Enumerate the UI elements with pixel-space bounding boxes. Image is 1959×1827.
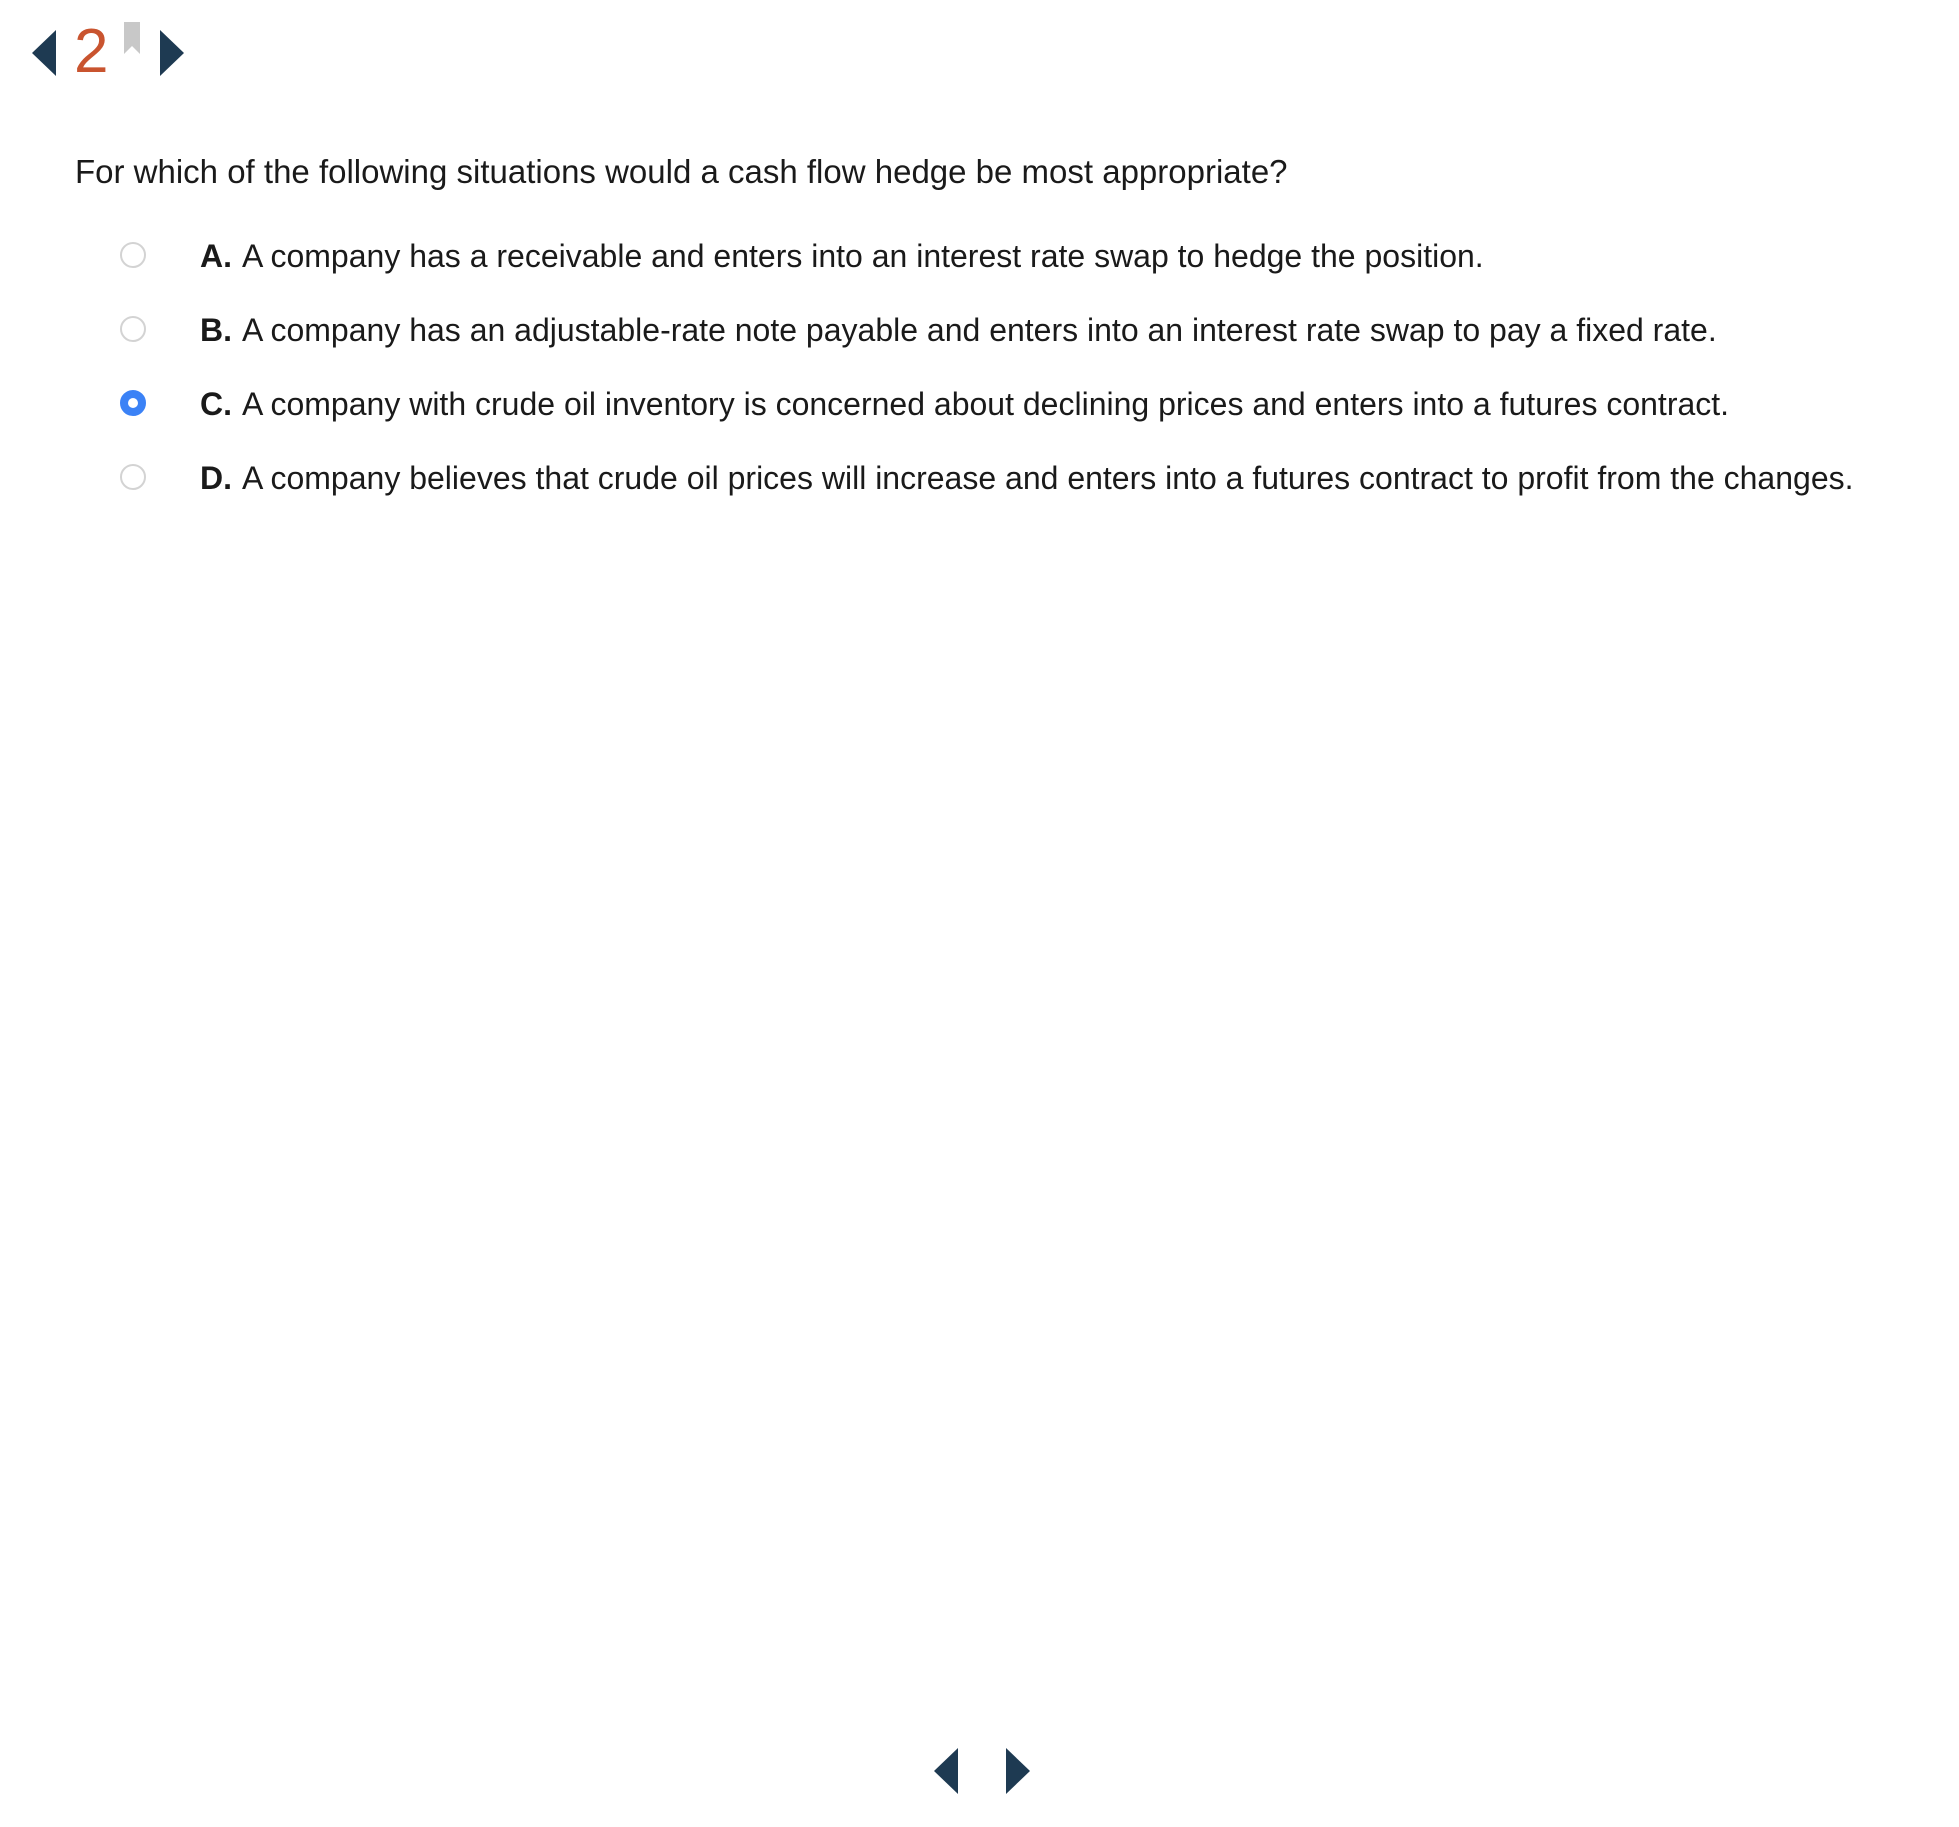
next-page-arrow-icon[interactable]	[1006, 1748, 1030, 1794]
bottom-question-nav	[934, 1748, 1034, 1798]
answer-option-label: A company has a receivable and enters into an interest rate swap to hedge the position.	[242, 238, 1484, 274]
radio-button[interactable]	[120, 464, 146, 490]
bookmark-icon[interactable]	[124, 22, 140, 54]
answer-option-text	[200, 234, 1484, 278]
answer-options	[120, 234, 1854, 530]
answer-option-c[interactable]	[120, 382, 1854, 456]
top-question-nav	[32, 17, 192, 86]
answer-option-b[interactable]	[120, 308, 1854, 382]
answer-option-letter: D.	[200, 460, 232, 496]
answer-option-text	[200, 382, 1729, 426]
radio-button[interactable]	[120, 242, 146, 268]
question-number: 2	[74, 17, 109, 86]
answer-option-text	[200, 456, 1854, 500]
answer-option-d[interactable]	[120, 456, 1854, 530]
answer-option-a[interactable]	[120, 234, 1854, 308]
previous-page-arrow-icon[interactable]	[934, 1748, 958, 1794]
answer-option-text	[200, 308, 1717, 352]
answer-option-label: A company has an adjustable-rate note payable and enters into an interest rate swap to pay a fixed rate.	[242, 312, 1717, 348]
next-question-arrow-icon[interactable]	[160, 30, 184, 76]
previous-question-arrow-icon[interactable]	[32, 30, 56, 76]
answer-option-letter: A.	[200, 238, 232, 274]
radio-button-selected[interactable]	[120, 390, 146, 416]
radio-button[interactable]	[120, 316, 146, 342]
answer-option-letter: C.	[200, 386, 232, 422]
answer-option-label: A company believes that crude oil prices will increase and enters into a futures contract to profit from the changes.	[242, 460, 1854, 496]
answer-option-letter: B.	[200, 312, 232, 348]
answer-option-label: A company with crude oil inventory is concerned about declining prices and enters into a futures contract.	[242, 386, 1730, 422]
question-prompt: For which of the following situations would a cash flow hedge be most appropriate?	[75, 153, 1288, 190]
